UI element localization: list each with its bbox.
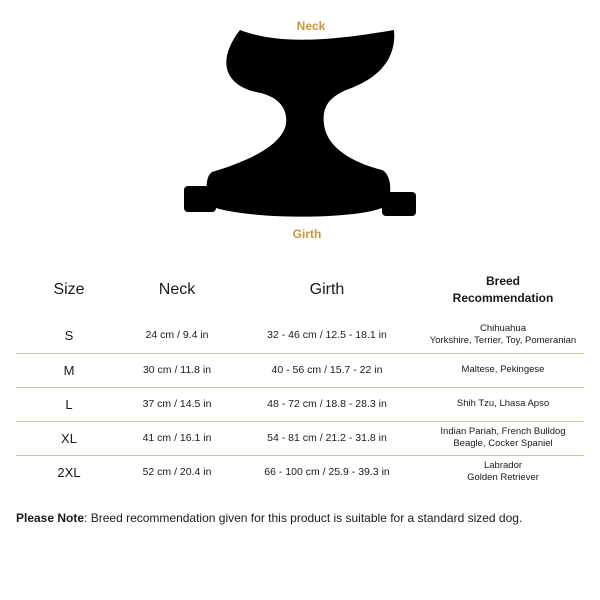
note-label: Please Note [16,511,85,525]
girth-cell: 32 - 46 cm / 12.5 - 18.1 in [232,318,422,353]
breed-cell [422,421,584,455]
note-text: : Breed recommendation given for this product is suitable for a standard sized dog. [84,511,523,525]
header-size: Size [53,281,85,298]
table-row [16,455,584,489]
harness-diagram [0,0,600,250]
size-cell: S [16,318,122,353]
breed-line: Labrador [483,460,523,472]
please-note [16,511,522,525]
size-chart-table [16,262,584,489]
girth-cell: 54 - 81 cm / 21.2 - 31.8 in [232,421,422,455]
neck-cell: 41 cm / 16.1 in [122,421,232,455]
table-row [16,387,584,421]
breed-cell [422,353,584,387]
header-girth: Girth [309,281,345,298]
neck-cell: 37 cm / 14.5 in [122,387,232,421]
header-breed [422,262,584,318]
table-row [16,318,584,353]
breed-cell [422,387,584,421]
breed-line: Chihuahua [480,323,526,335]
dog-harness-icon [178,28,418,220]
breed-line: Indian Pariah, French Bulldog [440,426,566,437]
size-cell: XL [16,421,122,455]
size-cell: M [16,353,122,387]
size-cell: 2XL [57,464,81,480]
breed-line: Yorkshire, Terrier, Toy, Pomeranian [429,335,577,347]
table-row [16,421,584,455]
girth-cell: 66 - 100 cm / 25.9 - 39.3 in [264,466,390,479]
header-neck: Neck [158,281,196,298]
header-breed-line2: Recommendation [452,291,554,305]
breed-line: Shih Tzu, Lhasa Apso [456,398,550,409]
girth-cell: 40 - 56 cm / 15.7 - 22 in [232,353,422,387]
neck-cell: 52 cm / 20.4 in [142,466,212,479]
table-row [16,353,584,387]
header-breed-line1: Breed [485,274,520,288]
girth-cell: 48 - 72 cm / 18.8 - 28.3 in [232,387,422,421]
breed-cell [422,455,584,489]
neck-cell: 24 cm / 9.4 in [122,318,232,353]
breed-line: Golden Retriever [467,472,539,484]
breed-line: Beagle, Cocker Spaniel [453,438,553,449]
girth-label: Girth [292,227,322,241]
breed-cell [422,318,584,353]
size-cell: L [16,387,122,421]
neck-label: Neck [296,19,326,33]
neck-cell: 30 cm / 11.8 in [122,353,232,387]
table-header-row [16,262,584,318]
breed-line: Maltese, Pekingese [461,364,545,375]
